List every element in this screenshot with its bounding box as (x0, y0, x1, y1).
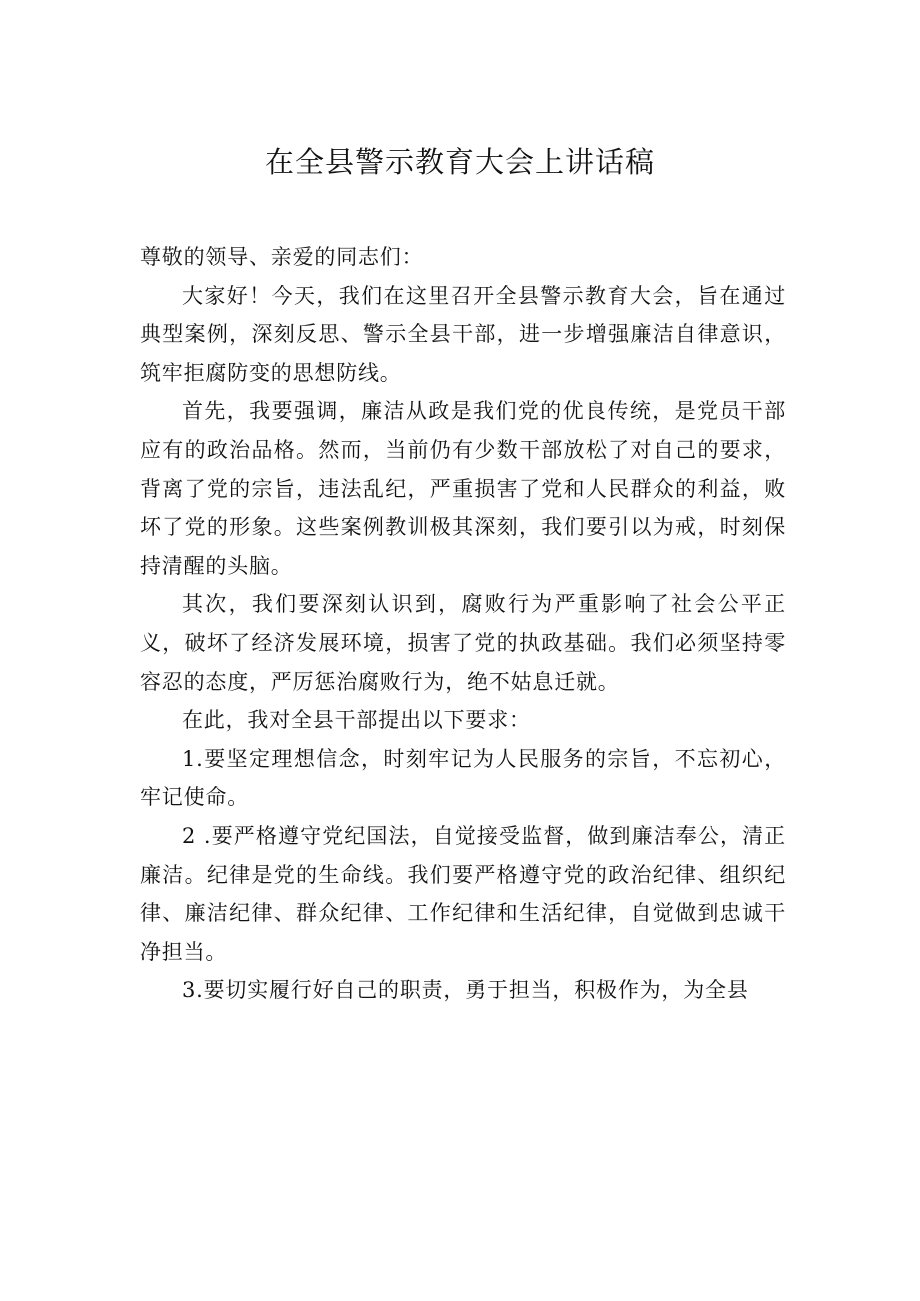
salutation: 尊敬的领导、亲爱的同志们： (140, 245, 424, 269)
paragraph-second-point: 其次，我们要深刻认识到，腐败行为严重影响了社会公平正义，破坏了经济发展环境，损害了党的执政基础。我们必须坚持零容忍的态度，严厉惩治腐败行为，绝不姑息迁就。 (140, 592, 786, 694)
requirement-item-1: 1.要坚定理想信念，时刻牢记为人民服务的宗旨，不忘初心，牢记使命。 (140, 746, 786, 810)
paragraph-first-point: 首先，我要强调，廉洁从政是我们党的优良传统，是党员干部应有的政治品格。然而，当前仍有少数干部放松了对自己的要求，背离了党的宗旨，违法乱纪，严重损害了党和人民群众的利益，败坏了党的形象。这些案例教训极其深刻，我们要引以为戒，时刻保持清醒的头脑。 (140, 399, 786, 578)
document-title: 在全县警示教育大会上讲话稿 (264, 145, 655, 179)
document-body (140, 238, 786, 1010)
paragraph-requirements-intro: 在此，我对全县干部提出以下要求： (182, 708, 531, 733)
requirement-item-3: 3.要切实履行好自己的职责，勇于担当，积极作为，为全县 (182, 978, 749, 1003)
paragraph-opening: 大家好！今天，我们在这里召开全县警示教育大会，旨在通过典型案例，深刻反思、警示全县干部，进一步增强廉洁自律意识，筑牢拒腐防变的思想防线。 (140, 283, 786, 385)
requirement-item-2: 2 .要严格遵守党纪国法，自觉接受监督，做到廉洁奉公，清正廉洁。纪律是党的生命线。我们要严格遵守党的政治纪律、组织纪律、廉洁纪律、群众纪律、工作纪律和生活纪律，自觉做到忠诚干净担当。 (140, 823, 786, 964)
